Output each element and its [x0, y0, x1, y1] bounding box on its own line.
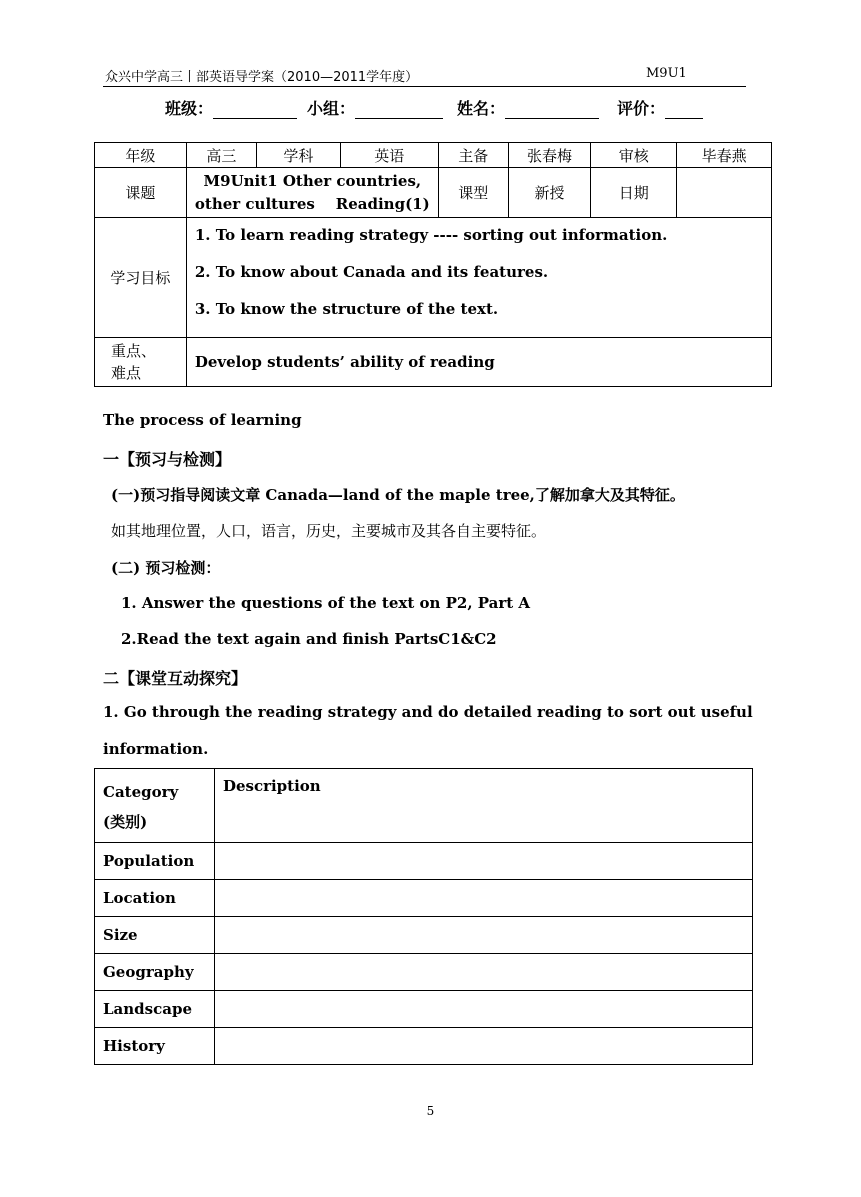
- reviewer-value: 毕春燕: [677, 143, 772, 168]
- category-header-line-2: (类别): [103, 813, 148, 831]
- category-header-row: [95, 769, 753, 843]
- info-row-3: [95, 218, 772, 338]
- name-field: [457, 96, 599, 119]
- name-label: 姓名：: [457, 99, 506, 118]
- group-label: 小组：: [307, 99, 356, 118]
- category-cell: Population: [95, 843, 215, 880]
- table-row: [95, 880, 753, 917]
- lesson-info-table: [94, 142, 772, 387]
- table-row: [95, 954, 753, 991]
- info-row-1: [95, 143, 772, 168]
- description-cell[interactable]: [214, 917, 752, 954]
- topic-line-2: other cultures Reading(1): [194, 194, 430, 213]
- preview-guide-line-1: (一)预习指导阅读文章 Canada—land of the maple tree,了解加拿大及其特征。: [111, 486, 685, 504]
- check-item-1: 1. Answer the questions of the text on P2, Part A: [121, 594, 531, 612]
- category-cell: Geography: [95, 954, 215, 991]
- info-row-4: [95, 338, 772, 387]
- info-row-2: [95, 168, 772, 218]
- table-row: [95, 917, 753, 954]
- goal-item: 2. To know about Canada and its features.: [194, 263, 549, 281]
- category-header-line-1: Category: [103, 783, 179, 801]
- table-row: [95, 843, 753, 880]
- section1-title: 一【预习与检测】: [103, 450, 232, 469]
- key-points-label-2: 难点: [111, 364, 142, 382]
- table-row: [95, 991, 753, 1028]
- page-number: 5: [426, 1104, 435, 1118]
- goal-item: 3. To know the structure of the text.: [194, 300, 499, 318]
- category-cell: History: [95, 1028, 215, 1065]
- subject-label: 学科: [256, 143, 340, 168]
- goals-list: [186, 218, 771, 338]
- task1-line-1: 1. Go through the reading strategy and do detailed reading to sort out useful: [103, 703, 753, 721]
- unit-code: M9U1: [646, 66, 687, 81]
- check-item-2: 2.Read the text again and finish PartsC1&C2: [121, 630, 497, 648]
- grade-label: 年级: [95, 143, 187, 168]
- preview-check-title: (二) 预习检测：: [111, 559, 221, 577]
- evaluation-label: 评价：: [617, 99, 666, 118]
- key-points-label: [95, 338, 187, 387]
- class-field: [165, 96, 297, 119]
- grade-value: 高三: [186, 143, 256, 168]
- date-value[interactable]: [677, 168, 772, 218]
- subject-value: 英语: [340, 143, 438, 168]
- name-blank[interactable]: [505, 100, 599, 119]
- description-cell[interactable]: [214, 954, 752, 991]
- reviewer-label: 审核: [591, 143, 677, 168]
- category-header: [95, 769, 215, 843]
- category-table: [94, 768, 753, 1065]
- goals-label: 学习目标: [95, 218, 187, 338]
- evaluation-field: [617, 96, 703, 119]
- task1-line-2: information.: [103, 740, 209, 758]
- topic-value: [186, 168, 438, 218]
- lesson-type-value: 新授: [508, 168, 591, 218]
- category-cell: Location: [95, 880, 215, 917]
- key-points-label-1: 重点、: [111, 342, 157, 360]
- table-row: [95, 1028, 753, 1065]
- process-title: The process of learning: [103, 411, 302, 429]
- lesson-type-label: 课型: [438, 168, 508, 218]
- description-header: Description: [214, 769, 752, 843]
- class-blank[interactable]: [213, 100, 297, 119]
- category-cell: Landscape: [95, 991, 215, 1028]
- topic-line-1: M9Unit1 Other countries,: [203, 171, 422, 190]
- description-cell[interactable]: [214, 1028, 752, 1065]
- description-cell[interactable]: [214, 880, 752, 917]
- class-label: 班级：: [165, 99, 214, 118]
- key-points-value: Develop students’ ability of reading: [186, 338, 771, 387]
- group-blank[interactable]: [355, 100, 443, 119]
- evaluation-blank[interactable]: [665, 100, 703, 119]
- description-cell[interactable]: [214, 843, 752, 880]
- header-rule: [103, 86, 746, 87]
- preparer-label: 主备: [438, 143, 508, 168]
- topic-label: 课题: [95, 168, 187, 218]
- date-label: 日期: [591, 168, 677, 218]
- section2-title: 二【课堂互动探究】: [103, 669, 248, 688]
- goal-item: 1. To learn reading strategy ---- sorting out information.: [194, 226, 668, 244]
- preparer-value: 张春梅: [508, 143, 591, 168]
- group-field: [307, 96, 443, 119]
- description-cell[interactable]: [214, 991, 752, 1028]
- category-cell: Size: [95, 917, 215, 954]
- preview-guide-line-2: 如其地理位置，人口，语言，历史，主要城市及其各自主要特征。: [111, 522, 547, 540]
- school-title: 众兴中学高三丨部英语导学案（2010—2011学年度）: [105, 70, 419, 85]
